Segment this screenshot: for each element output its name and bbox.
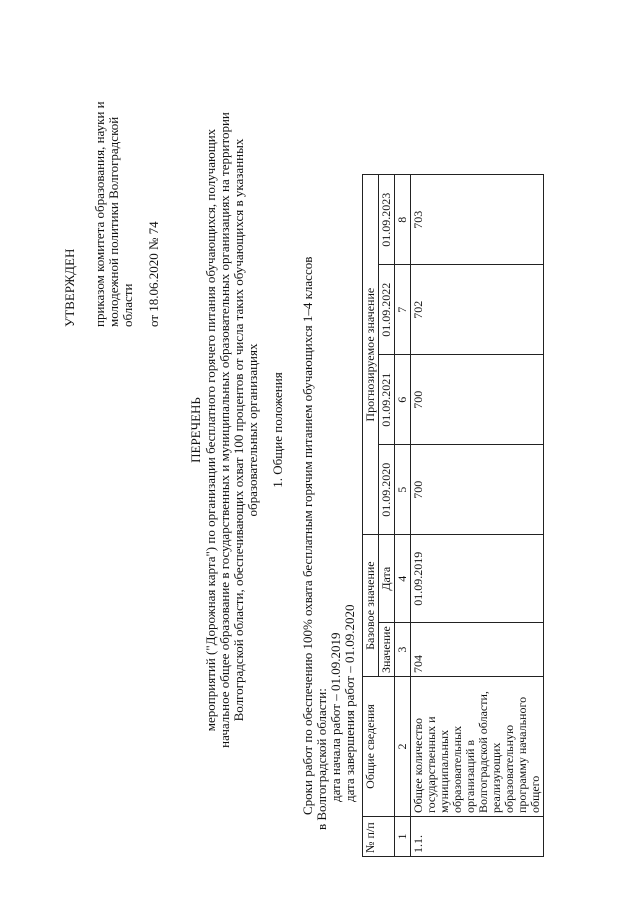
- header-base-date: Дата: [379, 535, 395, 623]
- terms-start-date: дата начала работ – 01.09.2019: [328, 632, 343, 802]
- roadmap-table: [362, 174, 544, 857]
- row-number: 1.1.: [411, 817, 544, 857]
- header-date-2022: 01.09.2022: [379, 265, 395, 355]
- table-row: [411, 175, 544, 857]
- row-forecast-2023: 703: [411, 175, 544, 265]
- column-index: 2: [395, 677, 411, 817]
- document-title: ПЕРЕЧЕНЬ: [188, 397, 203, 463]
- row-description: Общее количество государственных и муниципальных образовательных организаций в Волгоградской области, реализующих образовательную программу начального общего: [411, 677, 544, 817]
- header-date-2021: 01.09.2021: [379, 355, 395, 445]
- heading-line-4: образовательных организациях: [245, 343, 260, 517]
- column-index: 3: [395, 623, 411, 677]
- header-forecast: Прогнозируемое значение: [363, 175, 379, 535]
- column-index: 4: [395, 535, 411, 623]
- approval-line-3: области: [120, 283, 135, 327]
- row-base-value: 704: [411, 623, 544, 677]
- column-index: 1: [395, 817, 411, 857]
- approval-title: УТВЕРЖДЕН: [62, 248, 77, 327]
- row-forecast-2021: 700: [411, 355, 544, 445]
- heading-line-1: мероприятий ("Дорожная карта") по организации бесплатного горячего питания обучающихся, получающих: [203, 128, 218, 732]
- heading-line-3: Волгоградской области, обеспечивающих охват 100 процентов от числа таких обучающихся в указанных: [231, 138, 246, 722]
- column-index: 6: [395, 355, 411, 445]
- terms-line-2: в Волгоградской области:: [314, 688, 329, 830]
- row-forecast-2022: 702: [411, 265, 544, 355]
- approval-line-1: приказом комитета образования, науки и: [92, 101, 107, 327]
- column-index: 5: [395, 445, 411, 535]
- section-title: 1. Общие положения: [270, 372, 285, 488]
- header-base-value: Значение: [379, 623, 395, 677]
- terms-line-1: Сроки работ по обеспечению 100% охвата бесплатным горячим питанием обучающихся 1–4 классов: [300, 256, 315, 815]
- approval-line-2: молодежной политики Волгоградской: [106, 116, 121, 327]
- column-index: 8: [395, 175, 411, 265]
- terms-end-date: дата завершения работ – 01.09.2020: [342, 604, 357, 802]
- table-header-row: [363, 175, 379, 857]
- approval-date-number: от 18.06.2020 № 74: [146, 221, 161, 327]
- header-general: Общие сведения: [363, 677, 395, 817]
- table-index-row: [395, 175, 411, 857]
- column-index: 7: [395, 265, 411, 355]
- heading-line-2: начальное общее образование в государственных и муниципальных образовательных организациях на территории: [217, 112, 232, 748]
- header-date-2023: 01.09.2023: [379, 175, 395, 265]
- row-base-date: 01.09.2019: [411, 535, 544, 623]
- header-base: Базовое значение: [363, 535, 379, 677]
- header-num: № п/п: [363, 817, 395, 857]
- row-forecast-2020: 700: [411, 445, 544, 535]
- header-date-2020: 01.09.2020: [379, 445, 395, 535]
